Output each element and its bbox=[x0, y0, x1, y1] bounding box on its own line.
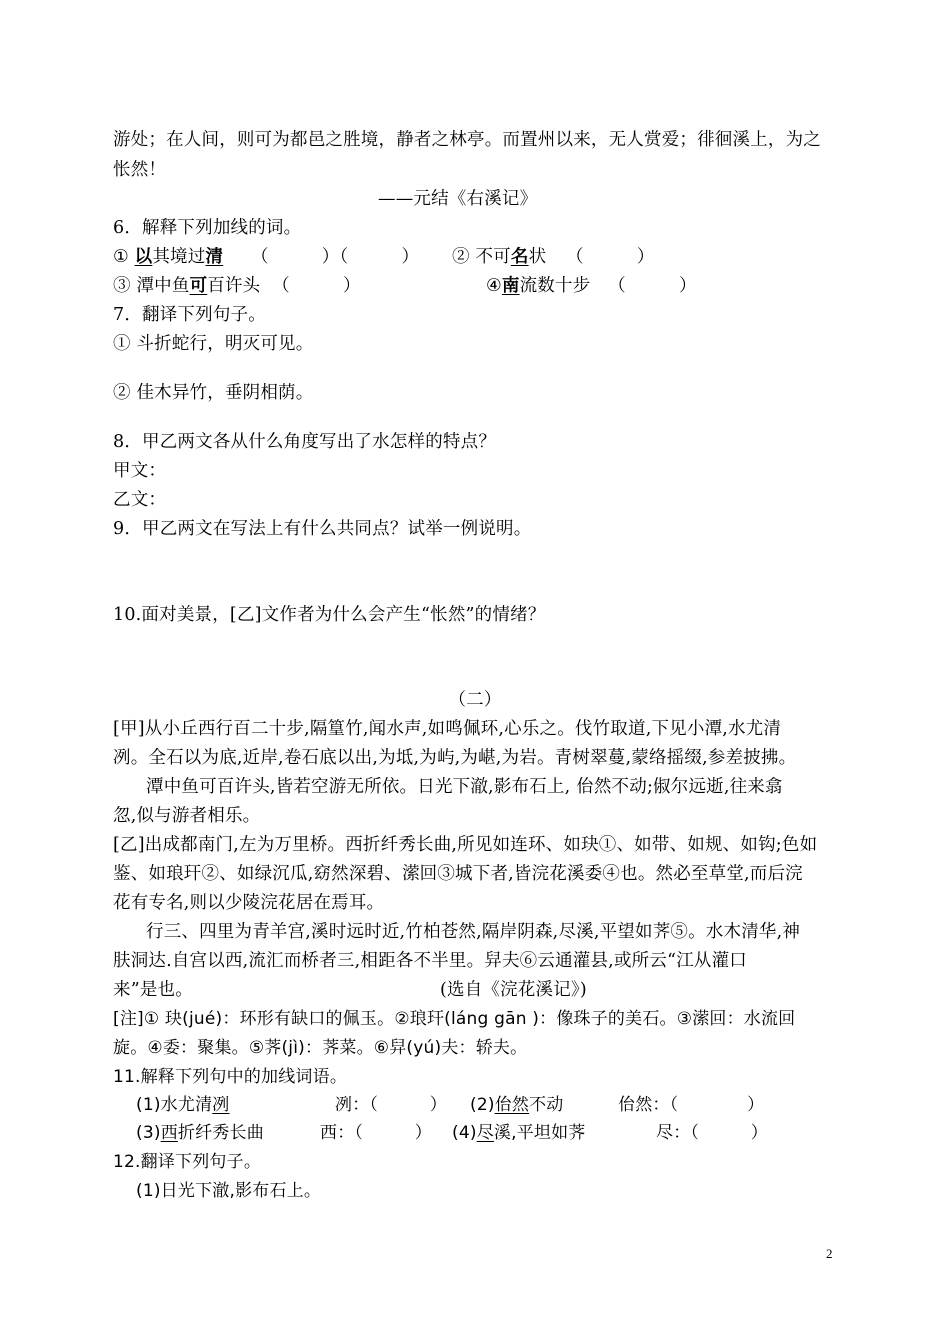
section-heading: （二） bbox=[448, 690, 502, 710]
attribution: ——元结《右溪记》 bbox=[378, 189, 538, 209]
passage-yi-line: 行三、四里为青羊宫,溪时远时近,竹柏苍然,隔岸阴森,尽溪,平望如荠⑤。水木清华,神 bbox=[146, 922, 801, 942]
underlined-word: 南 bbox=[501, 276, 520, 296]
question-11-answer-4: 尽：（ ） bbox=[656, 1123, 768, 1143]
question-6-item-1: ① 以其境过清 （ ）（ ） bbox=[113, 247, 420, 267]
question-11-title: 11.解释下列句中的加线词语。 bbox=[113, 1067, 348, 1087]
question-8-jia: 甲文： bbox=[113, 461, 167, 481]
question-12-sentence-1: (1)日光下澈,影布石上。 bbox=[136, 1181, 322, 1201]
page-number: 2 bbox=[826, 1246, 833, 1261]
question-11-item-1: (1)水尤清冽 bbox=[136, 1095, 230, 1115]
question-6-item-3: ③ 潭中鱼可百许头 （ ） bbox=[113, 276, 361, 296]
passage-yi-line: 花有专名,则以少陵浣花居在焉耳。 bbox=[113, 893, 385, 913]
notes-line: [注]① 玦(jué)：环形有缺口的佩玉。②琅玕(láng gān )：像珠子的美石。③潆回：水流回 bbox=[113, 1009, 796, 1029]
underlined-word: 西 bbox=[160, 1123, 178, 1143]
underlined-word: 名 bbox=[510, 247, 529, 267]
question-11-item-2: (2)佁然不动 bbox=[470, 1095, 564, 1115]
underlined-word: 可 bbox=[189, 276, 208, 296]
passage-yi-line: [乙]出成都南门,左为万里桥。西折纤秀长曲,所见如连环、如玦①、如带、如规、如钩;色如 bbox=[113, 835, 818, 855]
question-12-title: 12.翻译下列句子。 bbox=[113, 1152, 262, 1172]
underlined-word: 尽 bbox=[476, 1123, 494, 1143]
question-7-title: 7．翻译下列句子。 bbox=[113, 305, 266, 325]
question-11-item-3: (3)西折纤秀长曲 bbox=[136, 1123, 264, 1143]
passage-jia-line: 忽,似与游者相乐。 bbox=[113, 806, 261, 826]
passage-yi-line: 肤洞达.自宫以西,流汇而桥者三,相距各不半里。舁夫⑥云通灌县,或所云“江从灌口 bbox=[113, 951, 747, 971]
underlined-word: 佁然 bbox=[494, 1095, 530, 1115]
answer-blank: （ ） bbox=[608, 276, 697, 296]
question-11-answer-3: 西：（ ） bbox=[320, 1123, 432, 1143]
question-11-answer-1: 冽：（ ） bbox=[335, 1095, 447, 1115]
question-8-yi: 乙文： bbox=[113, 490, 167, 510]
source-citation: (选自《浣花溪记》) bbox=[440, 980, 587, 1000]
question-6-item-4: ④南流数十步 （ ） bbox=[486, 276, 697, 296]
notes-line: 旋。④委：聚集。⑤荠(jì)：荠菜。⑥舁(yú)夫：轿夫。 bbox=[113, 1038, 528, 1058]
question-7-sentence-2: ② 佳木异竹，垂阴相荫。 bbox=[113, 383, 314, 403]
passage-line: 游处；在人间，则可为都邑之胜境，静者之林亭。而置州以来，无人赏爱；徘徊溪上，为之 bbox=[113, 130, 821, 150]
question-11-item-4: (4)尽溪,平坦如荠 bbox=[452, 1123, 586, 1143]
question-6-item-2: ② 不可名状 （ ） bbox=[452, 247, 655, 267]
question-8-title: 8．甲乙两文各从什么角度写出了水怎样的特点？ bbox=[113, 432, 497, 452]
underlined-word: 冽 bbox=[212, 1095, 230, 1115]
underlined-word: 以 bbox=[134, 247, 153, 267]
passage-jia-line: 潭中鱼可百许头,皆若空游无所依。日光下澈,影布石上, 佁然不动;俶尔远逝,往来翕 bbox=[146, 777, 783, 797]
answer-blank: （ ）（ ） bbox=[250, 247, 420, 267]
passage-jia-line: [甲]从小丘西行百二十步,隔篁竹,闻水声,如鸣佩环,心乐之。伐竹取道,下见小潭,水尤清 bbox=[113, 719, 782, 739]
passage-jia-line: 冽。全石以为底,近岸,卷石底以出,为坻,为屿,为嵁,为岩。青树翠蔓,蒙络摇缀,参差披拂。 bbox=[113, 748, 797, 768]
answer-blank: （ ） bbox=[566, 247, 655, 267]
passage-line: 怅然！ bbox=[113, 160, 167, 180]
question-7-sentence-1: ① 斗折蛇行，明灭可见。 bbox=[113, 334, 314, 354]
question-11-answer-2: 佁然：（ ） bbox=[618, 1095, 765, 1115]
question-10-title: 10.面对美景，[乙]文作者为什么会产生“怅然”的情绪？ bbox=[113, 605, 546, 625]
question-9-title: 9．甲乙两文在写法上有什么共同点？试举一例说明。 bbox=[113, 519, 532, 539]
passage-yi-line: 来”是也。 bbox=[113, 980, 193, 1000]
question-6-title: 6．解释下列加线的词。 bbox=[113, 218, 302, 238]
answer-blank: （ ） bbox=[272, 276, 361, 296]
underlined-word: 清 bbox=[205, 247, 224, 267]
passage-yi-line: 鉴、如琅玕②、如绿沉瓜,窈然深碧、潆回③城下者,皆浣花溪委④也。然必至草堂,而后浣 bbox=[113, 864, 803, 884]
